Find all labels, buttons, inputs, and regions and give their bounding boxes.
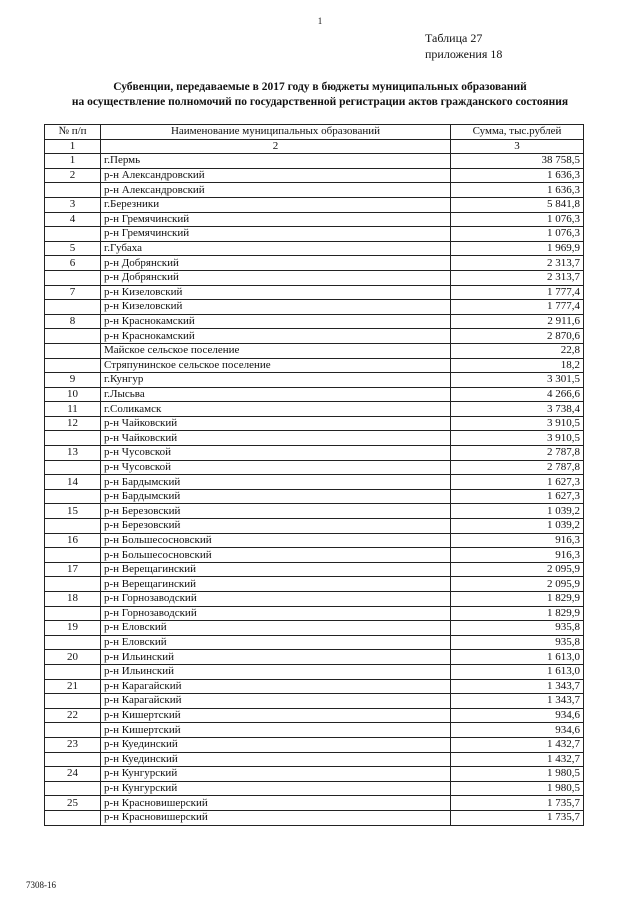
row-number-cell: 18 [45, 592, 101, 607]
row-name-cell: р-н Кишертский [101, 723, 451, 738]
row-sum-cell: 1 829,9 [451, 592, 584, 607]
row-sum-cell: 2 095,9 [451, 562, 584, 577]
row-sum-cell: 1 432,7 [451, 752, 584, 767]
row-sum-cell: 38 758,5 [451, 154, 584, 169]
table-row [45, 489, 584, 504]
table-reference [425, 30, 502, 62]
row-name-cell: р-н Гремячинский [101, 212, 451, 227]
row-number-cell: 13 [45, 446, 101, 461]
row-number-cell: 16 [45, 533, 101, 548]
index-cell: 3 [451, 139, 584, 154]
table-row [45, 694, 584, 709]
row-sum-cell: 18,2 [451, 358, 584, 373]
row-name-cell: Стряпунинское сельское поселение [101, 358, 451, 373]
table-row [45, 183, 584, 198]
row-number-cell [45, 358, 101, 373]
row-number-cell: 24 [45, 767, 101, 782]
row-sum-cell: 1 627,3 [451, 489, 584, 504]
table-row [45, 314, 584, 329]
row-sum-cell: 2 095,9 [451, 577, 584, 592]
row-sum-cell: 2 911,6 [451, 314, 584, 329]
table-row [45, 387, 584, 402]
table-row [45, 504, 584, 519]
row-number-cell: 11 [45, 402, 101, 417]
row-name-cell: р-н Краснокамский [101, 329, 451, 344]
row-name-cell: р-н Ильинский [101, 650, 451, 665]
row-name-cell: р-н Кизеловский [101, 285, 451, 300]
table-row [45, 256, 584, 271]
table-row [45, 810, 584, 825]
table-row [45, 592, 584, 607]
table-row [45, 285, 584, 300]
row-number-cell: 21 [45, 679, 101, 694]
table-row [45, 212, 584, 227]
row-name-cell: р-н Гремячинский [101, 227, 451, 242]
table-header-row [45, 125, 584, 140]
row-sum-cell: 3 910,5 [451, 431, 584, 446]
row-name-cell: р-н Чайковский [101, 431, 451, 446]
table-index-row [45, 139, 584, 154]
table-row [45, 606, 584, 621]
row-sum-cell: 2 787,8 [451, 446, 584, 461]
row-sum-cell: 935,8 [451, 621, 584, 636]
table-row [45, 373, 584, 388]
row-number-cell [45, 183, 101, 198]
row-sum-cell: 1 636,3 [451, 183, 584, 198]
row-sum-cell: 916,3 [451, 533, 584, 548]
row-sum-cell: 5 841,8 [451, 197, 584, 212]
row-sum-cell: 1 343,7 [451, 679, 584, 694]
row-sum-cell: 1 076,3 [451, 227, 584, 242]
row-name-cell: р-н Кунгурский [101, 767, 451, 782]
row-name-cell: р-н Чайковский [101, 416, 451, 431]
table-reference-line1: Таблица 27 [425, 31, 483, 45]
row-number-cell: 10 [45, 387, 101, 402]
row-sum-cell: 1 343,7 [451, 694, 584, 709]
row-name-cell: р-н Верещагинский [101, 562, 451, 577]
table-row [45, 752, 584, 767]
row-sum-cell: 1 777,4 [451, 300, 584, 315]
row-number-cell [45, 694, 101, 709]
row-sum-cell: 1 735,7 [451, 796, 584, 811]
table-row [45, 270, 584, 285]
header-name: Наименование муниципальных образований [101, 125, 451, 140]
row-name-cell: р-н Верещагинский [101, 577, 451, 592]
row-number-cell [45, 548, 101, 563]
row-number-cell [45, 300, 101, 315]
document-title-line2: на осуществление полномочий по государственной регистрации актов гражданского состояния [71, 96, 569, 108]
row-name-cell: р-н Александровский [101, 168, 451, 183]
row-number-cell: 9 [45, 373, 101, 388]
row-name-cell: р-н Бардымский [101, 489, 451, 504]
row-name-cell: р-н Краснокамский [101, 314, 451, 329]
table-row [45, 635, 584, 650]
table-row [45, 679, 584, 694]
row-number-cell: 25 [45, 796, 101, 811]
row-number-cell: 6 [45, 256, 101, 271]
row-name-cell: р-н Чусовской [101, 446, 451, 461]
table-row [45, 475, 584, 490]
row-name-cell: р-н Еловский [101, 621, 451, 636]
table-row [45, 402, 584, 417]
row-number-cell: 19 [45, 621, 101, 636]
row-name-cell: р-н Куединский [101, 737, 451, 752]
table-row [45, 168, 584, 183]
row-number-cell [45, 227, 101, 242]
row-name-cell: р-н Красновишерский [101, 810, 451, 825]
row-name-cell: р-н Красновишерский [101, 796, 451, 811]
document-title-line1: Субвенции, передаваемые в 2017 году в бюджеты муниципальных образований [113, 81, 527, 93]
row-number-cell [45, 752, 101, 767]
table-row [45, 650, 584, 665]
row-sum-cell: 4 266,6 [451, 387, 584, 402]
row-number-cell [45, 431, 101, 446]
index-cell: 2 [101, 139, 451, 154]
table-row [45, 621, 584, 636]
row-number-cell: 15 [45, 504, 101, 519]
row-number-cell: 23 [45, 737, 101, 752]
table-row [45, 548, 584, 563]
row-name-cell: г.Березники [101, 197, 451, 212]
table-row [45, 460, 584, 475]
row-name-cell: р-н Березовский [101, 519, 451, 534]
table-row [45, 241, 584, 256]
row-name-cell: р-н Кунгурский [101, 781, 451, 796]
row-name-cell: р-н Кизеловский [101, 300, 451, 315]
row-sum-cell: 1 829,9 [451, 606, 584, 621]
table-row [45, 446, 584, 461]
table-row [45, 708, 584, 723]
row-number-cell [45, 635, 101, 650]
row-number-cell [45, 781, 101, 796]
subventions-table [44, 124, 584, 826]
table-row [45, 197, 584, 212]
row-name-cell: г.Лысьва [101, 387, 451, 402]
row-number-cell: 5 [45, 241, 101, 256]
row-name-cell: р-н Большесосновский [101, 548, 451, 563]
row-sum-cell: 1 777,4 [451, 285, 584, 300]
table-row [45, 562, 584, 577]
row-sum-cell: 1 627,3 [451, 475, 584, 490]
row-number-cell: 22 [45, 708, 101, 723]
header-sum: Сумма, тыс.рублей [451, 125, 584, 140]
row-number-cell [45, 810, 101, 825]
table-row [45, 416, 584, 431]
row-name-cell: р-н Карагайский [101, 694, 451, 709]
row-sum-cell: 1 613,0 [451, 650, 584, 665]
row-number-cell: 1 [45, 154, 101, 169]
table-row [45, 431, 584, 446]
row-sum-cell: 935,8 [451, 635, 584, 650]
row-name-cell: р-н Еловский [101, 635, 451, 650]
table-row [45, 723, 584, 738]
row-sum-cell: 2 313,7 [451, 256, 584, 271]
row-number-cell: 14 [45, 475, 101, 490]
row-sum-cell: 1 076,3 [451, 212, 584, 227]
row-sum-cell: 1 969,9 [451, 241, 584, 256]
row-number-cell [45, 270, 101, 285]
row-sum-cell: 1 039,2 [451, 519, 584, 534]
row-number-cell [45, 664, 101, 679]
row-sum-cell: 1 613,0 [451, 664, 584, 679]
row-name-cell: р-н Кишертский [101, 708, 451, 723]
document-title [0, 80, 640, 110]
row-sum-cell: 916,3 [451, 548, 584, 563]
row-sum-cell: 1 980,5 [451, 767, 584, 782]
row-number-cell: 4 [45, 212, 101, 227]
row-sum-cell: 2 787,8 [451, 460, 584, 475]
row-sum-cell: 2 870,6 [451, 329, 584, 344]
row-sum-cell: 1 432,7 [451, 737, 584, 752]
row-name-cell: р-н Куединский [101, 752, 451, 767]
index-cell: 1 [45, 139, 101, 154]
table-row [45, 737, 584, 752]
row-number-cell [45, 519, 101, 534]
table-row [45, 227, 584, 242]
row-name-cell: р-н Карагайский [101, 679, 451, 694]
row-sum-cell: 3 301,5 [451, 373, 584, 388]
row-name-cell: р-н Большесосновский [101, 533, 451, 548]
row-sum-cell: 3 910,5 [451, 416, 584, 431]
row-name-cell: г.Соликамск [101, 402, 451, 417]
row-number-cell: 20 [45, 650, 101, 665]
row-sum-cell: 1 980,5 [451, 781, 584, 796]
row-name-cell: Майское сельское поселение [101, 343, 451, 358]
row-number-cell [45, 606, 101, 621]
row-number-cell [45, 577, 101, 592]
row-number-cell: 7 [45, 285, 101, 300]
row-name-cell: г.Пермь [101, 154, 451, 169]
row-name-cell: р-н Добрянский [101, 270, 451, 285]
row-sum-cell: 1 636,3 [451, 168, 584, 183]
table-row [45, 664, 584, 679]
row-name-cell: р-н Бардымский [101, 475, 451, 490]
row-number-cell [45, 343, 101, 358]
table-row [45, 358, 584, 373]
row-sum-cell: 1 735,7 [451, 810, 584, 825]
row-name-cell: г.Кунгур [101, 373, 451, 388]
row-name-cell: р-н Чусовской [101, 460, 451, 475]
table-row [45, 329, 584, 344]
header-number: № п/п [45, 125, 101, 140]
row-name-cell: г.Губаха [101, 241, 451, 256]
table-row [45, 796, 584, 811]
row-sum-cell: 934,6 [451, 708, 584, 723]
table-row [45, 343, 584, 358]
table-row [45, 767, 584, 782]
row-sum-cell: 934,6 [451, 723, 584, 738]
row-number-cell: 2 [45, 168, 101, 183]
row-name-cell: р-н Ильинский [101, 664, 451, 679]
row-name-cell: р-н Березовский [101, 504, 451, 519]
row-name-cell: р-н Добрянский [101, 256, 451, 271]
row-number-cell: 8 [45, 314, 101, 329]
row-sum-cell: 3 738,4 [451, 402, 584, 417]
table-reference-line2: приложения 18 [425, 47, 503, 61]
page-number: 1 [317, 16, 323, 26]
row-number-cell: 3 [45, 197, 101, 212]
row-number-cell: 17 [45, 562, 101, 577]
row-number-cell [45, 489, 101, 504]
row-number-cell: 12 [45, 416, 101, 431]
row-name-cell: р-н Александровский [101, 183, 451, 198]
table-row [45, 300, 584, 315]
table-row [45, 519, 584, 534]
row-name-cell: р-н Горнозаводский [101, 606, 451, 621]
row-number-cell [45, 723, 101, 738]
footer-code: 7308-16 [26, 880, 56, 890]
table-row [45, 533, 584, 548]
row-sum-cell: 1 039,2 [451, 504, 584, 519]
table-row [45, 154, 584, 169]
row-sum-cell: 22,8 [451, 343, 584, 358]
row-sum-cell: 2 313,7 [451, 270, 584, 285]
row-number-cell [45, 329, 101, 344]
row-name-cell: р-н Горнозаводский [101, 592, 451, 607]
table-row [45, 781, 584, 796]
table-row [45, 577, 584, 592]
row-number-cell [45, 460, 101, 475]
